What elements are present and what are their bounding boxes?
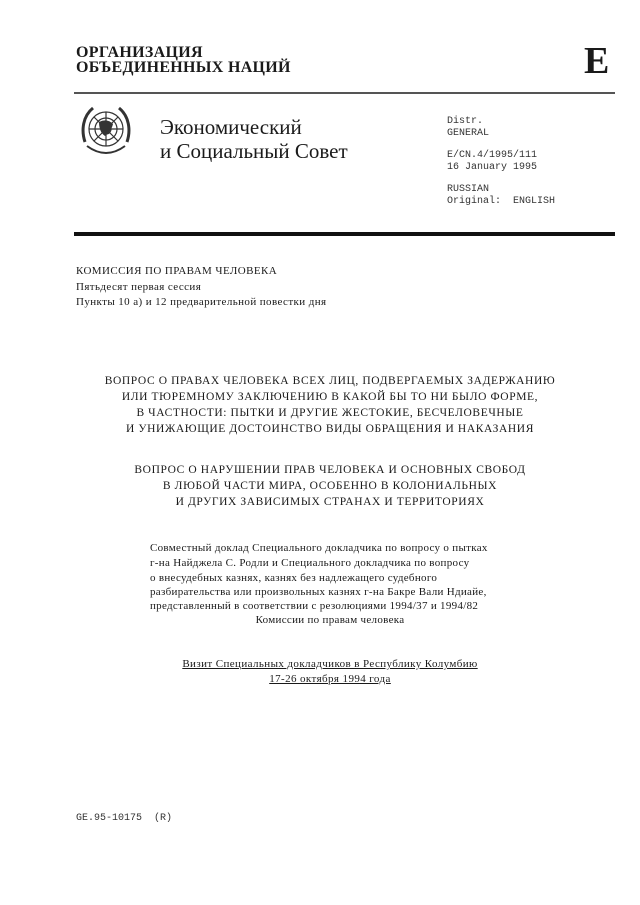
title1-line: И УНИЖАЮЩИЕ ДОСТОИНСТВО ВИДЫ ОБРАЩЕНИЯ И НАКАЗАНИЯ (126, 423, 534, 435)
title1-line: В ЧАСТНОСТИ: ПЫТКИ И ДРУГИЕ ЖЕСТОКИЕ, БЕСЧЕЛОВЕЧНЫЕ (136, 407, 524, 419)
report-line: разбирательства или произвольных казнях г-на Бакре Вали Ндиайе, (150, 586, 487, 598)
document-job-number: GE.95-10175 (R) (76, 813, 173, 824)
title2-line: В ЛЮБОЙ ЧАСТИ МИРА, ОСОБЕННО В КОЛОНИАЛЬНЫХ (162, 480, 498, 492)
visit-title: Визит Специальных докладчиков в Республику Колумбию (182, 658, 478, 670)
original-language: Original: ENGLISH (447, 196, 556, 207)
title2-line: ВОПРОС О НАРУШЕНИИ ПРАВ ЧЕЛОВЕКА И ОСНОВНЫХ СВОБОД (134, 464, 526, 476)
org-name-line2: ОБЪЕДИНЕННЫХ НАЦИЙ (76, 59, 291, 76)
title1-line: ИЛИ ТЮРЕМНОМУ ЗАКЛЮЧЕНИЮ В КАКОЙ БЫ ТО НИ БЫЛО ФОРМЕ, (121, 391, 539, 403)
commission-name: КОМИССИЯ ПО ПРАВАМ ЧЕЛОВЕКА (76, 265, 278, 277)
org-name-line1: ОРГАНИЗАЦИЯ (76, 44, 203, 61)
document-date: 16 January 1995 (447, 162, 538, 173)
agenda-items: Пункты 10 а) и 12 предварительной повестки дня (76, 296, 327, 308)
council-name-line2: и Социальный Совет (160, 139, 348, 163)
report-line: Совместный доклад Специального докладчика по вопросу о пытках (150, 542, 488, 554)
header-divider (74, 92, 615, 94)
distr-label: Distr. (447, 116, 484, 127)
report-line: о внесудебных казнях, казнях без надлежащего судебного (150, 572, 438, 584)
report-line: г-на Найджела С. Родли и Специального докладчика по вопросу (150, 557, 470, 569)
document-symbol: E/CN.4/1995/111 (447, 150, 538, 161)
report-last-line: Комиссии по правам человека (255, 614, 405, 626)
header-bottom-divider (74, 232, 615, 236)
distr-general: GENERAL (447, 128, 490, 139)
report-line: представленный в соответствии с резолюциями 1994/37 и 1994/82 (150, 600, 479, 612)
document-language: RUSSIAN (447, 184, 490, 195)
visit-dates: 17-26 октября 1994 года (269, 673, 391, 685)
title2-line: И ДРУГИХ ЗАВИСИМЫХ СТРАНАХ И ТЕРРИТОРИЯХ (175, 496, 485, 508)
language-letter: E (584, 40, 610, 82)
title1-line: ВОПРОС О ПРАВАХ ЧЕЛОВЕКА ВСЕХ ЛИЦ, ПОДВЕРГАЕМЫХ ЗАДЕРЖАНИЮ (104, 375, 556, 387)
un-emblem-icon (77, 102, 135, 160)
council-name-line1: Экономический (160, 115, 302, 139)
session: Пятьдесят первая сессия (76, 281, 202, 293)
